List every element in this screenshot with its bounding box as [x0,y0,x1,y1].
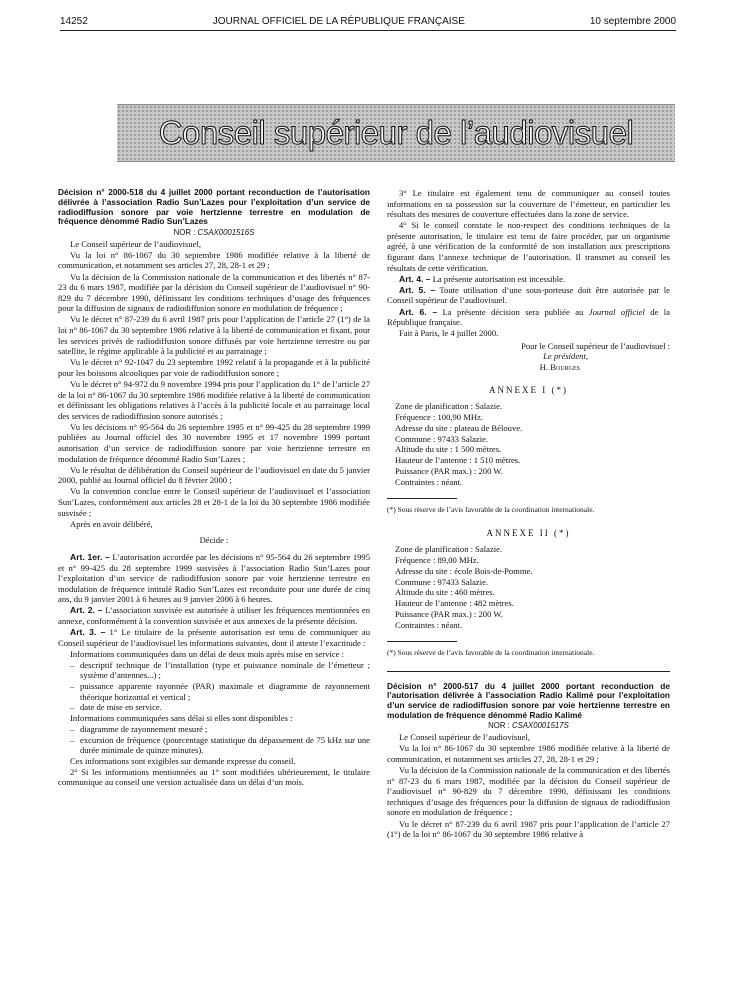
signature-title: Le président, [543,351,588,362]
paragraph: Le Conseil supérieur de l’audiovisuel, [399,732,531,743]
article-4: Art. 4. – La présente autorisation est incessible. [399,273,566,284]
annex-field: Zone de planification : Salazie. [395,401,503,412]
signature-for: Pour le Conseil supérieur de l’audiovisuel : [521,340,670,351]
paragraph: Vu le décret n° 94-972 du 9 novembre 1994 pris pour l’application du 1° de l’article 27 de la loi n° 86-1067 du 30 septembre 1986 modifiée relative à la liberté de communication et définissant les obligations relatives à l’accès à la publicité locale et au parrainage local des services de radiodiffusion sonore autorisés ; [58,379,370,421]
annex-2-fields [395,544,670,630]
annex-field: Adresse du site : école Bois-de-Pomme. [395,565,533,576]
journal-title: JOURNAL OFFICIEL DE LA RÉPUBLIQUE FRANÇAISE [212,15,465,27]
annex-field: Altitude du site : 460 mètres. [395,587,495,598]
list-item: – diagramme de rayonnement mesuré ; [80,724,370,735]
paragraph: Vu la convention conclue entre le Conseil supérieur de l’audiovisuel et l’association Sun’Lazes, conformément aux articles 28 et 28-1 de la loi du 30 septembre 1986 modifiée susvisée ; [58,486,370,518]
decide-heading: Décide : [199,535,229,546]
nor-reference: NOR : CSAX0001517S [488,721,569,731]
paragraph: Vu le décret n° 87-239 du 6 avril 1987 pris pour l’application de l’article 27 (1°) de la loi n° 86-1067 du 30 septembre 1986 relative à la liberté de communication et fixant, pour les services privés de radiodiffusion sonore diffusés par voie hertzienne terrestre ou par satellite, le régime applicable à la publicité et au parrainage ; [58,314,370,357]
annex-field: Zone de planification : Salazie. [395,544,503,555]
info-intro: Informations communiquées sans délai si elles sont disponibles : [70,712,293,723]
paragraph: Vu la loi n° 86-1067 du 30 septembre 1986 modifiée relative à la liberté de communication, et notamment ses articles 27, 28, 28-1 et 29 ; [387,743,670,764]
list-item: – date de mise en service. [80,702,370,713]
nor-code: CSAX0001517S [512,721,569,731]
annex-1-title: ANNEXE I (*) [489,384,568,395]
annex-field: Hauteur de l’antenne : 482 mètres. [395,598,514,609]
annex-field: Fréquence : 100,90 MHz. [395,411,484,422]
annex-field: Contraintes : néant. [395,476,463,487]
signature-block [387,341,670,373]
paragraph: Ces informations sont exigibles sur demande expresse du conseil. [70,755,296,766]
paragraph: Vu la décision de la Commission nationale de la communication et des libertés n° 87-23 du 6 mars 1987, modifiée par la décision du Conseil supérieur de l’audiovisuel n° 90-829 du 7 décembre 1990, définissant les conditions techniques d’usage des fréquences pour la diffusion de signaux de radiodiffusion sonore en modulation de fréquence ; [58,271,370,314]
info-list [58,660,370,713]
section-banner [117,104,675,162]
annex-field: Puissance (PAR max.) : 200 W. [395,465,503,476]
paragraph: Vu les décisions n° 95-564 du 26 septembre 1995 et n° 99-425 du 28 septembre 1999 publiées au Journal officiel des 30 novembre 1995 et 17 novembre 1999 portant autorisation d’un service de radiodiffusion sonore par voie hertzienne terrestre en modulation de fréquence dénommé Radio Sun’Lazes ; [58,421,370,464]
section-title: Conseil supérieur de l’audiovisuel [158,114,634,151]
annex-2-title: ANNEXE II (*) [486,527,571,538]
right-column [387,188,670,840]
annex-field: Fréquence : 89,00 MHz. [395,554,479,565]
paragraph: 3° Le titulaire est également tenu de communiquer au conseil toutes informations en sa possession sur la couverture de l’émetteur, en particulier les résultats des mesures de couverture effectuées dans la zone de service. [387,188,670,220]
paragraph: 2° Si les informations mentionnées au 1° sont modifiées ultérieurement, le titulaire communique au conseil une version actualisée dans un délai d’un mois. [58,766,370,788]
page-number: 14252 [60,15,88,27]
list-item: – puissance apparente rayonnée (PAR) maximale et diagramme de rayonnement théorique horizontal et vertical ; [80,681,370,702]
paragraph: Vu la loi n° 86-1067 du 30 septembre 1986 modifiée relative à la liberté de communication, et notamment ses articles 27, 28, 28-1 et 29 ; [58,249,370,271]
info-intro: Informations communiquées dans un délai de deux mois après mise en service : [70,648,344,659]
left-column [58,188,370,788]
info-list [58,724,370,756]
annex-1-fields [395,401,670,487]
issue-date: 10 septembre 2000 [589,15,676,27]
list-item: – excursion de fréquence (pourcentage statistique du dépassement de 75 kHz sur une durée minimale de quinze minutes). [80,735,370,756]
decision-title: Décision n° 2000-517 du 4 juillet 2000 portant reconduction de l’autorisation délivrée à l’association Radio Kalimé pour l’exploitation d’un service de radiodiffusion sonore par voie hertzienne terrestre en modulation de fréquence dénommé Radio Kalimé [387,680,670,720]
paragraph: Vu le décret n° 87-239 du 6 avril 1987 pris pour l’application de l’article 27 (1°) de la loi n° 86-1067 du 30 septembre 1986 relative à [387,818,670,840]
paragraph: Le Conseil supérieur de l’audiovisuel, [70,238,202,249]
paragraph: Vu le décret n° 92-1047 du 23 septembre 1992 relatif à la propagande et à la publicité pour les boissons alcooliques par voie de radiodiffusion sonore ; [58,357,370,378]
nor-code: CSAX0001516S [197,227,255,237]
list-item: – descriptif technique de l’installation (type et puissance nominale de l’émetteur ; système d’antennes...) ; [80,660,370,681]
decision-title: Décision n° 2000-518 du 4 juillet 2000 portant reconduction de l’autorisation délivrée à l’association Radio Sun’Lazes pour l’exploitation d’un service de radiodiffusion sonore par voie hertzienne terrestre en modulation de fréquence dénommé Radio Sun’Lazes [58,187,370,227]
article-1: Art. 1er. – L’autorisation accordée par les décisions n° 95-564 du 26 septembre 1995 et n° 99-425 du 28 septembre 1999 susvisées à l’association Radio Sun’Lazes pour l’exploitation d’un service de radiodiffusion sonore par voie hertzienne terrestre en modulation de fréquence intitulé Radio Sun’Lazes est reconduite pour une durée de cinq ans, du 9 janvier 2001 à 6 heures au 9 janvier 2006 à 6 heures. [58,551,371,605]
footnote-separator [387,498,457,499]
article-2: Art. 2. – L’association susvisée est autorisée à utiliser les fréquences mentionnées en annexe, conformément à la convention susvisée et aux annexes de la présente décision. [58,605,370,626]
paragraph: Vu le résultat de délibération du Conseil supérieur de l’audiovisuel en date du 5 janvier 2000, publié au Journal officiel du 8 février 2000 ; [58,464,370,486]
article-5: Art. 5. – Toute utilisation d’une sous-porteuse doit être autorisée par le Conseil supérieur de l’audiovisuel. [387,284,670,306]
nor-reference: NOR : CSAX0001516S [173,227,255,237]
annex-field: Commune : 97433 Salazie. [395,576,489,587]
section-divider [387,671,670,672]
footnote-separator [387,641,457,642]
annex-field: Hauteur de l’antenne : 1 510 mètres. [395,455,521,466]
annex-field: Adresse du site : plateau de Bélouve. [395,422,523,433]
annex-field: Altitude du site : 1 500 mètres. [395,444,502,455]
annex-field: Puissance (PAR max.) : 200 W. [395,608,503,619]
article-3: Art. 3. – 1° Le titulaire de la présente autorisation est tenu de communiquer au Conseil supérieur de l’audiovisuel les informations suivantes, dont il atteste l’exactitude : [58,627,370,648]
paragraph: 4° Si le conseil constate le non-respect des conditions techniques de la présente autorisation, le titulaire est tenu de faire procéder, par un organisme agréé, à une vérification de la conformité de son installation aux prescriptions figurant dans l’annexe technique de l’autorisation. Il transmet au conseil les résultats de cette vérification. [387,220,670,273]
annex-2-footnote: (*) Sous réserve de l’avis favorable de la coordination internationale. [387,647,595,657]
article-6: Art. 6. – La présente décision sera publiée au Journal officiel de la République française. [387,306,670,328]
done-at: Fait à Paris, le 4 juillet 2000. [399,328,499,339]
paragraph: Après en avoir délibéré, [70,518,153,529]
running-header [60,12,676,31]
annex-field: Contraintes : néant. [395,619,463,630]
annex-1-footnote: (*) Sous réserve de l’avis favorable de la coordination internationale. [387,504,595,514]
signature-name: H. Bourges [539,362,580,372]
paragraph: Vu la décision de la Commission nationale de la communication et des libertés n° 87-23 du 6 mars 1987, modifiée par la décision du Conseil supérieur de l’audiovisuel n° 90-829 du 7 décembre 1990, définissant les conditions techniques d’usage des fréquences pour la diffusion de signaux de radiodiffusion sonore en modulation de fréquence ; [387,765,670,818]
annex-field: Commune : 97433 Salazie. [395,433,489,444]
